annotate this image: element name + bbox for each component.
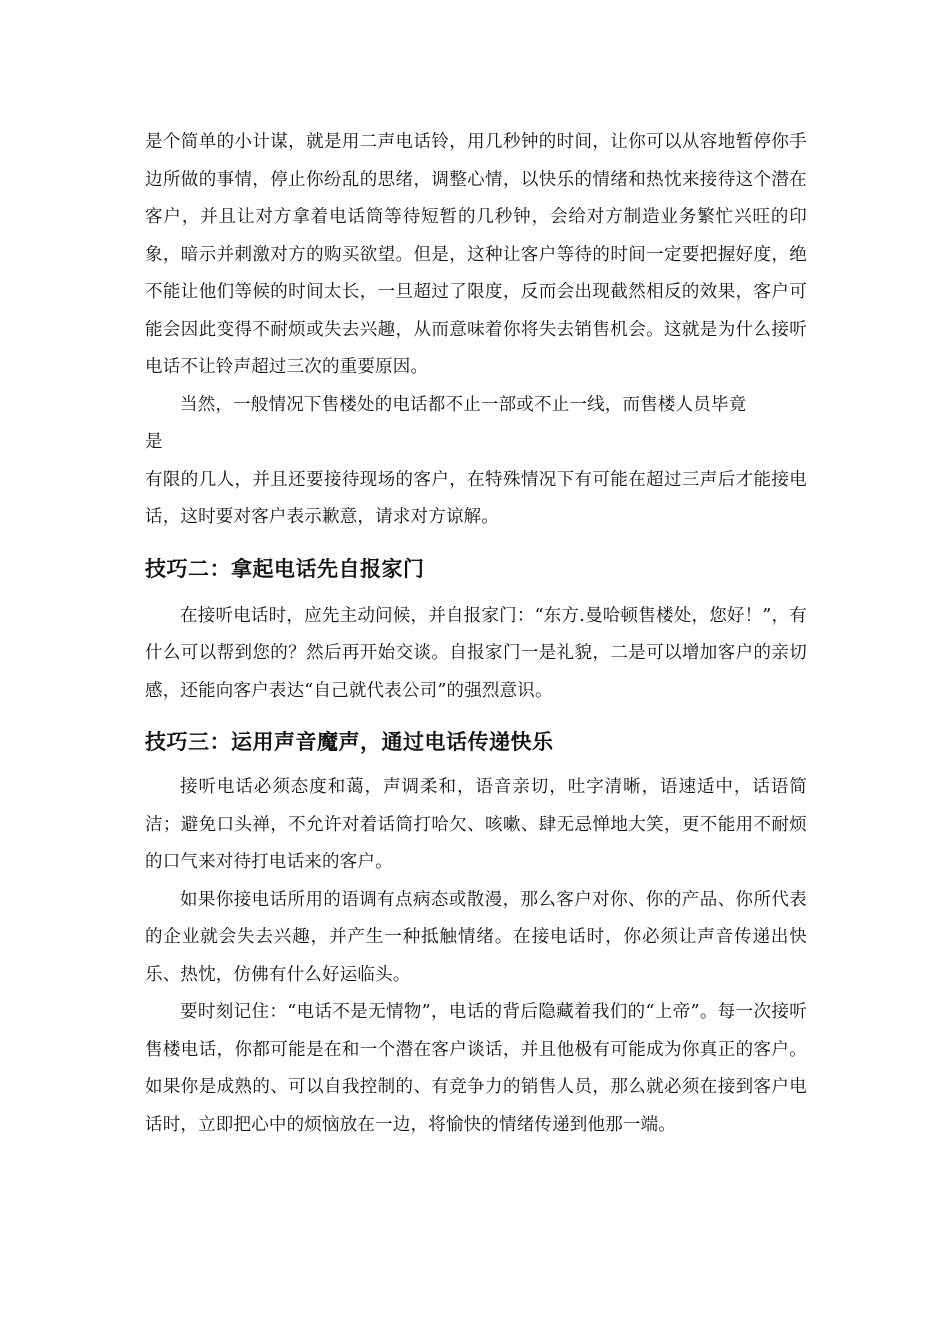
paragraph-orphan-char: 是 [145, 432, 163, 452]
paragraph-limited-staff: 有限的几人，并且还要接待现场的客户，在特殊情况下有可能在超过三声后才能接电话，这时要对客户表示歉意，请求对方谅解。 [145, 469, 807, 527]
paragraph-remember: 要时刻记住：“电话不是无情物”，电话的背后隐藏着我们的“上帝”。每一次接听售楼电话，你都可能是在和一个潜在客户谈话，并且他极有可能成为你真正的客户。如果你是成熟的、可以自我控制的、有竞争力的销售人员，那么就必须在接到客户电话时，立即把心中的烦恼放在一边，将愉快的情绪传递到他那一端。 [145, 1002, 807, 1135]
paragraph-multiple-lines [145, 387, 807, 425]
paragraph-tone: 如果你接电话所用的语调有点病态或散漫，那么客户对你、你的产品、你所代表的企业就会失去兴趣，并产生一种抵触情绪。在接电话时，你必须让声音传递出快乐、热忱，仿佛有什么好运临头。 [145, 889, 807, 985]
heading-tip-three: 技巧三：运用声音魔声，通过电话传递快乐 [145, 730, 554, 754]
paragraph-attitude: 接听电话必须态度和蔼，声调柔和，语音亲切，吐字清晰，语速适中，话语简洁；避免口头禅，不允许对着话筒打哈欠、咳嗽、肆无忌惮地大笑，更不能用不耐烦的口气来对待打电话来的客户。 [145, 777, 807, 872]
paragraph-multiple-lines-part1: 当然，一般情况下售楼处的电话都不止一部或不止一线，而售楼人员毕竟 [180, 394, 747, 415]
paragraph-ring-strategy: 是个简单的小计谋，就是用二声电话铃，用几秒钟的时间，让你可以从容地暂停你手边所做的事情，停止你纷乱的思绪，调整心情，以快乐的情绪和热忱来接待这个潜在客户，并且让对方拿着电话筒等待短暂的几秒钟，会给对方制造业务繁忙兴旺的印象，暗示并刺激对方的购买欲望。但是，这种让客户等待的时间一定要把握好度，绝不能让他们等候的时间太长，一旦超过了限度，反而会出现截然相反的效果，客户可能会因此变得不耐烦或失去兴趣，从而意味着你将失去销售机会。这就是为什么接听电话不让铃声超过三次的重要原因。 [145, 132, 807, 377]
paragraph-self-introduction: 在接听电话时，应先主动问候，并自报家门：“东方.曼哈顿售楼处，您好！”，有什么可以帮到您的？然后再开始交谈。自报家门一是礼貌，二是可以增加客户的亲切感，还能向客户表达“自己就代表公司”的强烈意识。 [145, 605, 807, 701]
heading-tip-two: 技巧二：拿起电话先自报家门 [145, 556, 425, 581]
document-page [145, 124, 807, 1144]
